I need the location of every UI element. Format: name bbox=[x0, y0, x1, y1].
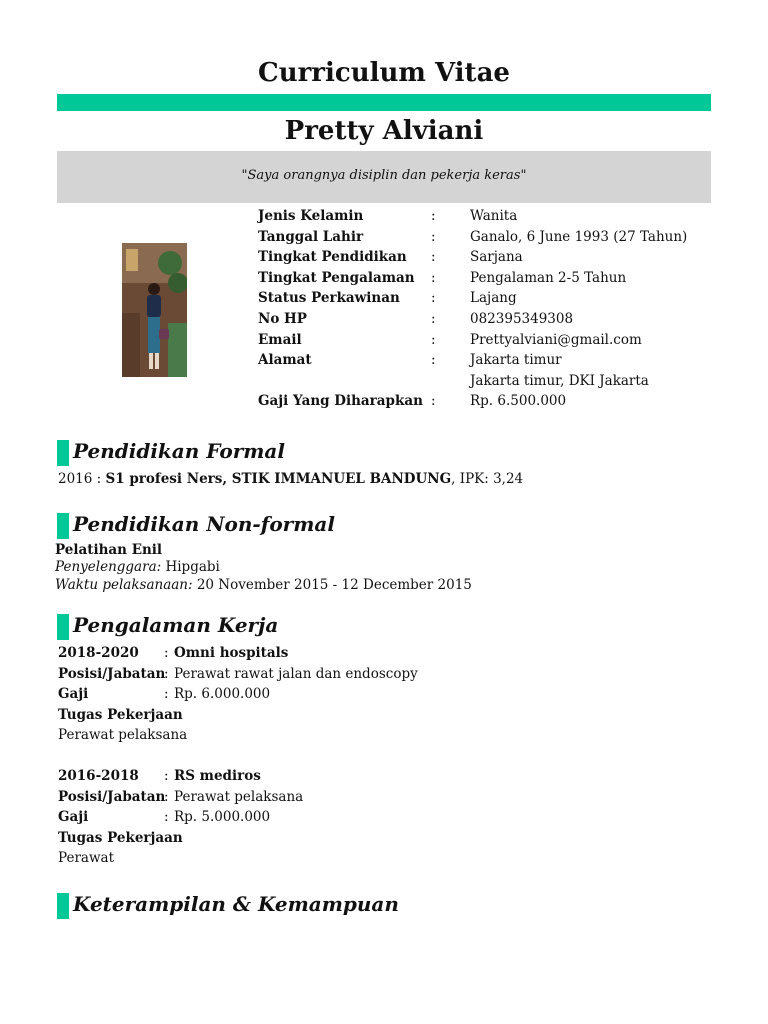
section-marker bbox=[57, 440, 69, 466]
job-duties-label: Tugas Pekerjaan bbox=[58, 706, 183, 723]
document-title: Curriculum Vitae bbox=[258, 58, 510, 88]
job-duties-value: Perawat pelaksana bbox=[58, 727, 188, 744]
title-accent-bar bbox=[57, 94, 711, 111]
job-duties-value: Perawat bbox=[58, 850, 114, 867]
formal-education-entry: 2016 : S1 profesi Ners, STIK IMMANUEL BANDUNG, IPK: 3,24 bbox=[58, 471, 524, 487]
training-name: Pelatihan Enil bbox=[55, 542, 163, 558]
job-position-row: Posisi/Jabatan : Perawat pelaksana bbox=[58, 788, 304, 805]
section-title: Keterampilan & Kemampuan bbox=[73, 892, 399, 916]
candidate-name: Pretty Alviani bbox=[284, 116, 484, 146]
job-entry bbox=[58, 768, 304, 871]
training-time: Waktu pelaksanaan: 20 November 2015 - 12 December 2015 bbox=[55, 577, 472, 593]
section-marker bbox=[57, 614, 69, 640]
job-salary-row: Gaji : Rp. 6.000.000 bbox=[58, 686, 271, 703]
job-duties-label: Tugas Pekerjaan bbox=[58, 829, 183, 846]
job-period-row: 2016-2018 : RS mediros bbox=[58, 768, 261, 784]
job-period-row: 2018-2020 : Omni hospitals bbox=[58, 645, 289, 661]
profile-photo bbox=[122, 243, 187, 377]
section-title: Pengalaman Kerja bbox=[73, 613, 279, 637]
motto-text: "Saya orangnya disiplin dan pekerja keras" bbox=[241, 168, 527, 183]
section-marker bbox=[57, 513, 69, 539]
motto-box bbox=[57, 151, 711, 203]
section-title: Pendidikan Formal bbox=[73, 439, 285, 463]
section-title: Pendidikan Non-formal bbox=[73, 512, 335, 536]
job-salary-row: Gaji : Rp. 5.000.000 bbox=[58, 809, 271, 826]
training-organizer: Penyelenggara: Hipgabi bbox=[55, 559, 220, 575]
section-marker bbox=[57, 893, 69, 919]
cv-page: Curriculum Vitae Pretty Alviani "Saya orangnya disiplin dan pekerja keras" Jenis Kelamin : Wanita Tanggal Lahir : Ganalo, 6 June 1993 (27 Tahun) Tingkat Pendidikan : Sarjana Tingkat Pengalaman : Pengalaman 2-5 Tahun Status Perkawinan : Lajang No HP : 082395349308 Email : Prettyalviani@gmail.com Alamat : Jakarta timur Jakarta timur, DKI Jakarta Gaji Yang Diharapkan : Rp. 6.500.000 Pendidikan Formal 2016 : S1 profesi Ners, STIK IMMANUEL BANDUNG, IPK: 3,24 Pendidikan Non-formal Pelatihan Enil Penyelenggara: Hipgabi Waktu pelaksanaan: 20 November 2015 - 12 December 2015 Pengalaman Kerja 2018-2020 : Omni hospitals Posisi/Jabatan : Perawat rawat jalan dan endoscopy Gaji : Rp. 6.000.000 Tugas Pekerjaan Perawat pelaksana 2016-2018 : RS mediros Posisi/Jabatan : Perawat pelaksana Gaji : Rp. 5.000.000 Tugas Pekerjaan Perawat Keterampilan & Kemampuan bbox=[0, 0, 768, 1024]
job-entry bbox=[58, 645, 418, 748]
job-position-row: Posisi/Jabatan : Perawat rawat jalan dan endoscopy bbox=[58, 665, 418, 682]
